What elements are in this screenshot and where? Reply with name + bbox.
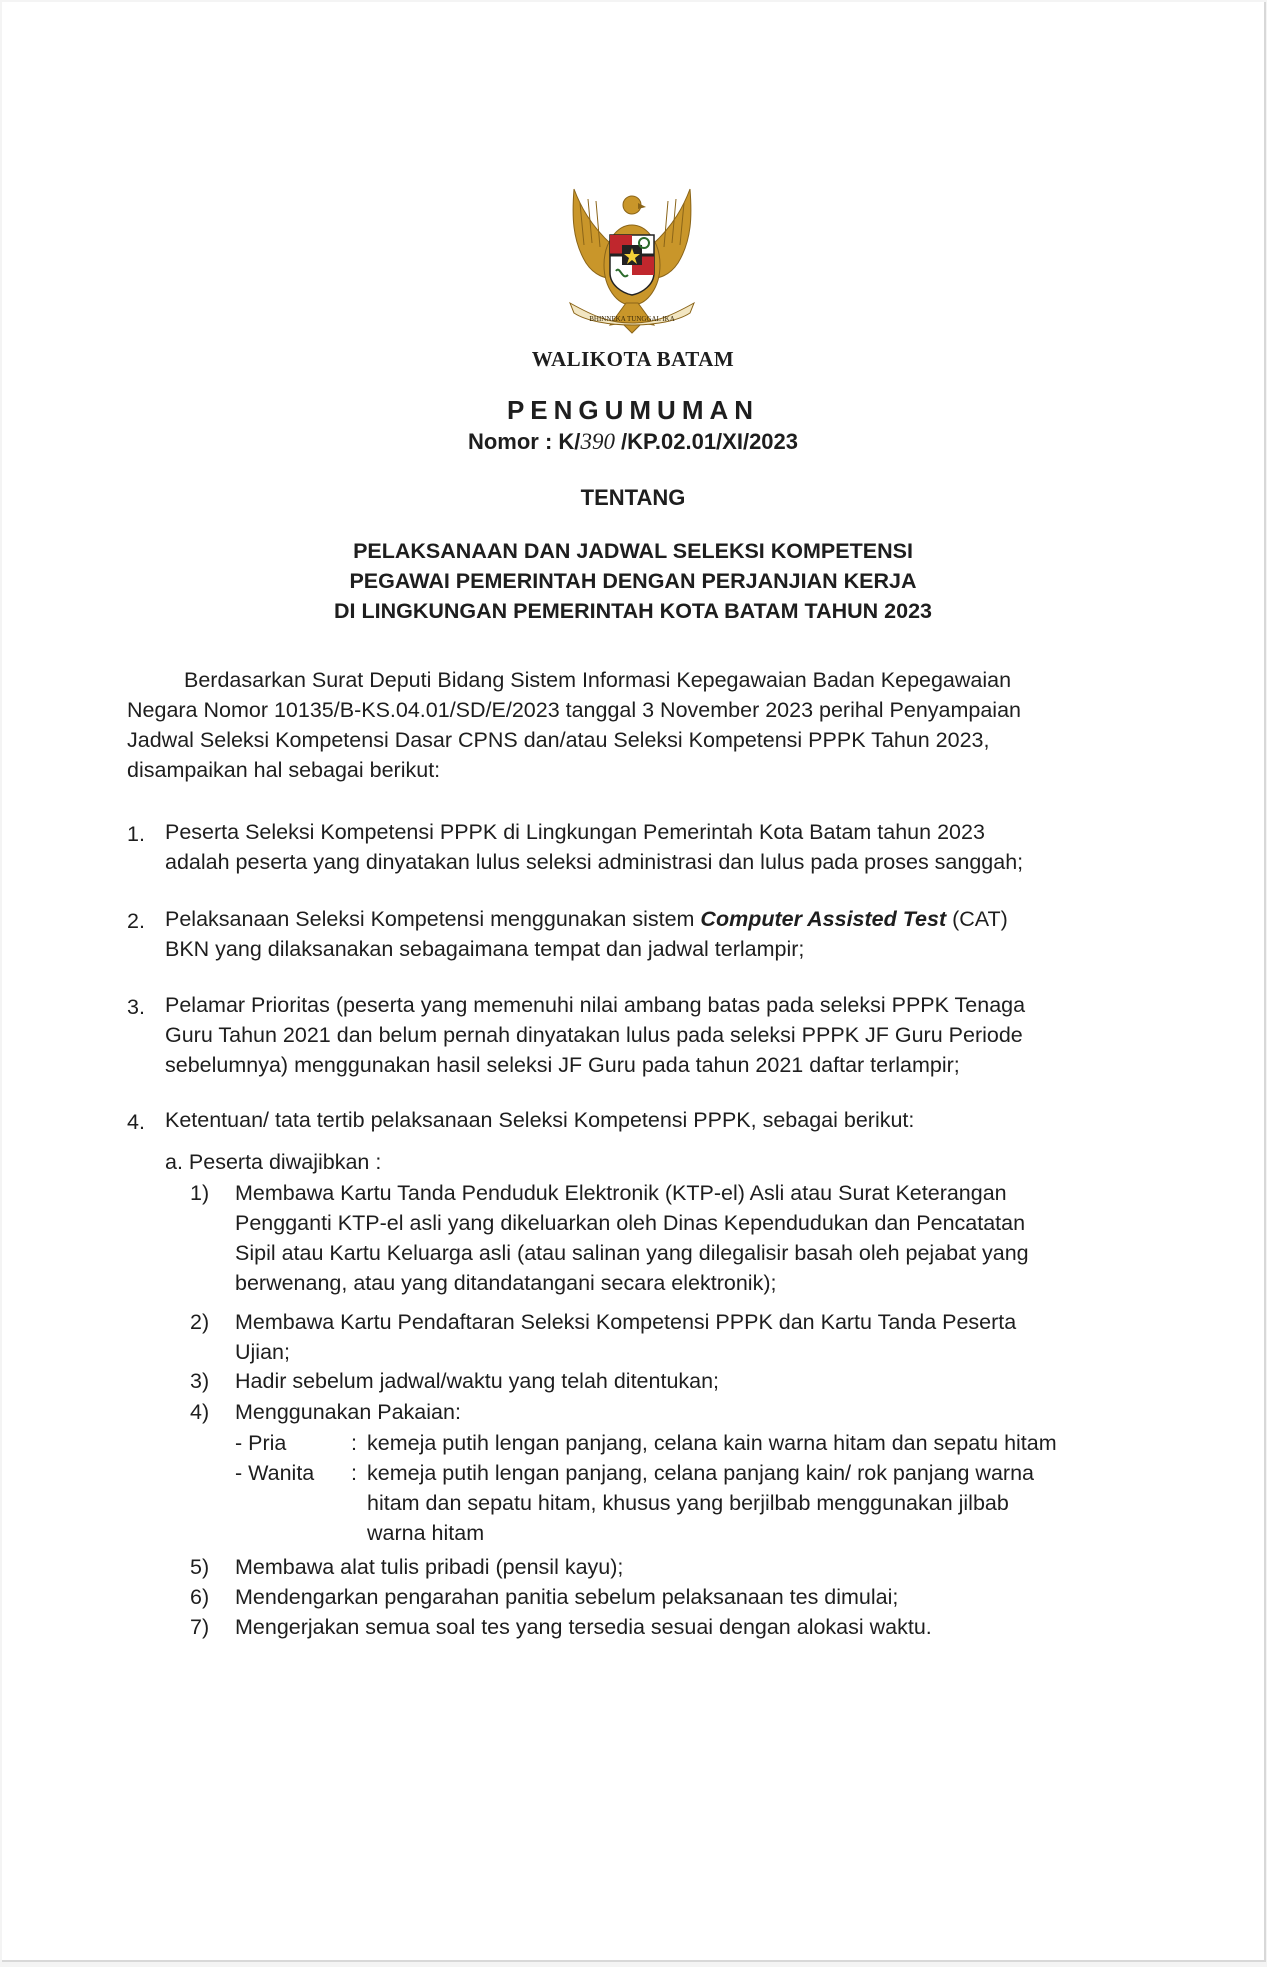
dress-label: - Wanita [235, 1461, 315, 1485]
dress-line: warna hitam [367, 1521, 485, 1545]
rule-line: Membawa alat tulis pribadi (pensil kayu); [235, 1555, 624, 1579]
intro-paragraph [127, 665, 1167, 785]
rule-line: Pengganti KTP-el asli yang dikeluarkan oleh Dinas Kependudukan dan Pencatatan [235, 1211, 1026, 1235]
item-line: Peserta Seleksi Kompetensi PPPK di Lingkungan Pemerintah Kota Batam tahun 2023 [165, 820, 985, 844]
item-number: 4. [127, 1110, 145, 1134]
rule-line: berwenang, atau yang ditandatangani secara elektronik); [235, 1271, 777, 1295]
document-number [2, 429, 1264, 455]
dress-colon: : [351, 1431, 357, 1455]
intro-line: Jadwal Seleksi Kompetensi Dasar CPNS dan/atau Seleksi Kompetensi PPPK Tahun 2023, [127, 728, 990, 752]
item-line: Guru Tahun 2021 dan belum pernah dinyatakan lulus pada seleksi PPPK JF Guru Periode [165, 1023, 1023, 1047]
list-item [127, 817, 1172, 877]
dress-label: - Pria [235, 1431, 287, 1455]
rule-line: Membawa Kartu Pendaftaran Seleksi Kompetensi PPPK dan Kartu Tanda Peserta [235, 1310, 1017, 1334]
item-line: Pelamar Prioritas (peserta yang memenuhi nilai ambang batas pada seleksi PPPK Tenaga [165, 993, 1026, 1017]
list-item [127, 1105, 1172, 1135]
rule-number: 6) [190, 1585, 210, 1609]
dress-line: kemeja putih lengan panjang, celana kain warna hitam dan sepatu hitam [367, 1431, 1057, 1455]
rule-item [190, 1552, 1180, 1582]
document-page [2, 2, 1266, 1962]
rule-line: Membawa Kartu Tanda Penduduk Elektronik (KTP-el) Asli atau Surat Keterangan [235, 1181, 1007, 1205]
item-number: 1. [127, 822, 145, 846]
intro-line: Negara Nomor 10135/B-KS.04.01/SD/E/2023 tanggal 3 November 2023 perihal Penyampaian [127, 698, 1022, 722]
rule-number: 5) [190, 1555, 210, 1579]
intro-line: disampaikan hal sebagai berikut: [127, 758, 441, 782]
rule-item [190, 1366, 1180, 1396]
item-number: 3. [127, 995, 145, 1019]
intro-line: Berdasarkan Surat Deputi Bidang Sistem Informasi Kepegawaian Badan Kepegawaian [184, 668, 1012, 692]
garuda-pancasila-emblem-icon [550, 185, 714, 335]
item-line: adalah peserta yang dinyatakan lulus seleksi administrasi dan lulus pada proses sanggah; [165, 850, 1024, 874]
dress-line: kemeja putih lengan panjang, celana panjang kain/ rok panjang warna [367, 1461, 1034, 1485]
item-line [165, 904, 1172, 934]
subject-line: DI LINGKUNGAN PEMERINTAH KOTA BATAM TAHUN 2023 [333, 599, 933, 623]
rule-line: Sipil atau Kartu Keluarga asli (atau salinan yang dilegalisir basah oleh pejabat yang [235, 1241, 1029, 1265]
about-heading: TENTANG [580, 485, 686, 510]
number-suffix: /KP.02.01/XI/2023 [614, 429, 799, 454]
rule-number: 1) [190, 1181, 210, 1205]
item-line: BKN yang dilaksanakan sebagaimana tempat dan jadwal terlampir; [165, 937, 805, 961]
rule-number: 4) [190, 1400, 210, 1424]
office-heading: WALIKOTA BATAM [531, 347, 735, 371]
subject-line: PELAKSANAAN DAN JADWAL SELEKSI KOMPETENSI [353, 539, 913, 563]
item-line: Ketentuan/ tata tertib pelaksanaan Seleksi Kompetensi PPPK, sebagai berikut: [165, 1108, 915, 1132]
dress-code-wanita [235, 1458, 1175, 1548]
rule-item [190, 1178, 1180, 1298]
motto-text: BHINNEKA TUNGGAL IKA [589, 315, 675, 323]
handwritten-number: 390 [580, 429, 615, 454]
subject-heading [2, 536, 1264, 626]
item-text: (CAT) [946, 907, 1008, 931]
rule-item [190, 1307, 1180, 1367]
dress-line: hitam dan sepatu hitam, khusus yang berjilbab menggunakan jilbab [367, 1491, 1009, 1515]
rule-line: Menggunakan Pakaian: [235, 1400, 461, 1424]
rule-number: 7) [190, 1615, 210, 1639]
item-number: 2. [127, 909, 145, 933]
item-text: Pelaksanaan Seleksi Kompetensi menggunakan sistem [165, 907, 701, 931]
item-line: sebelumnya) menggunakan hasil seleksi JF Guru pada tahun 2021 daftar terlampir; [165, 1053, 960, 1077]
subject-line: PEGAWAI PEMERINTAH DENGAN PERJANJIAN KERJA [349, 569, 917, 593]
rule-line: Ujian; [235, 1340, 290, 1364]
dress-code-pria [235, 1428, 1175, 1458]
emphasized-term: Computer Assisted Test [700, 907, 947, 931]
shield [610, 235, 654, 295]
rule-line: Mengerjakan semua soal tes yang tersedia sesuai dengan alokasi waktu. [235, 1615, 932, 1639]
list-item [127, 904, 1172, 964]
rule-item [190, 1612, 1180, 1642]
rule-item [190, 1582, 1180, 1612]
document-title: PENGUMUMAN [506, 395, 760, 425]
garuda-beak [638, 203, 646, 209]
sub-item-a: a. Peserta diwajibkan : [165, 1150, 382, 1174]
rule-number: 3) [190, 1369, 210, 1393]
list-item [127, 990, 1172, 1080]
rule-number: 2) [190, 1310, 210, 1334]
rule-line: Hadir sebelum jadwal/waktu yang telah ditentukan; [235, 1369, 720, 1393]
rule-item [190, 1397, 1180, 1427]
rule-line: Mendengarkan pengarahan panitia sebelum pelaksanaan tes dimulai; [235, 1585, 899, 1609]
number-prefix: Nomor : K/ [467, 429, 581, 454]
dress-colon: : [351, 1461, 357, 1485]
